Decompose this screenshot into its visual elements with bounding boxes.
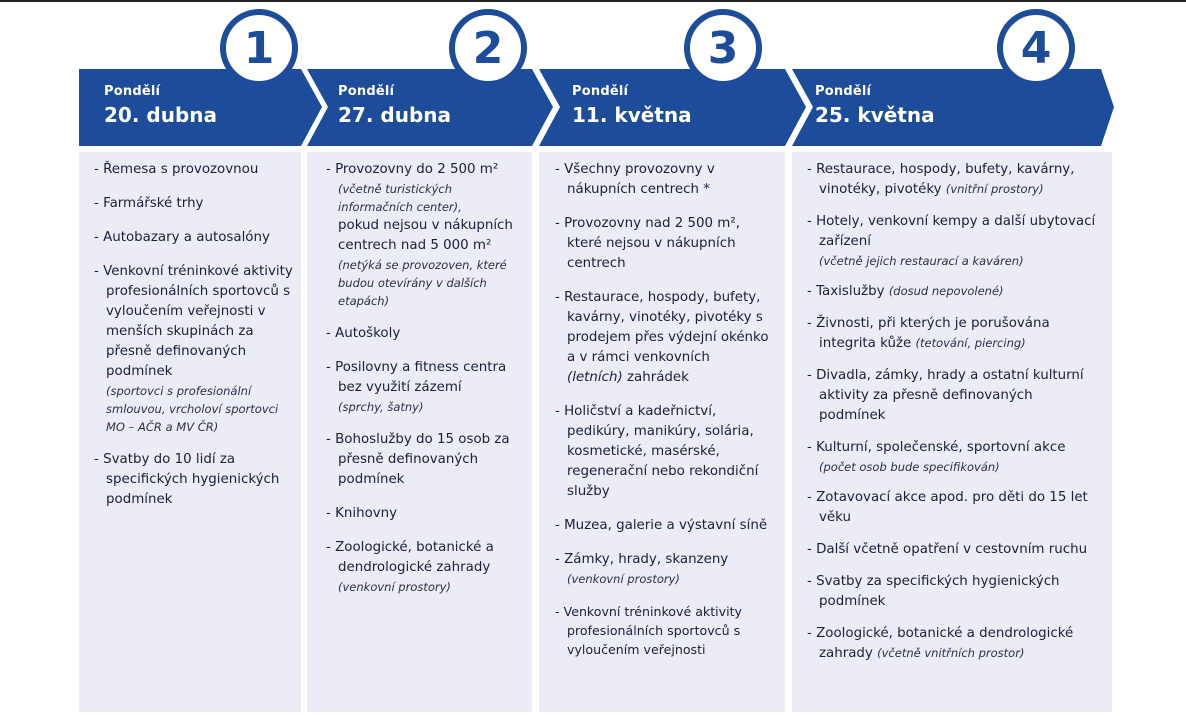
- phase-4-date: 25. května: [815, 103, 935, 127]
- phase-1-day: Pondělí: [104, 84, 161, 99]
- item-note: (netýká se provozoven, které budou otevírány v dalších etapách): [338, 258, 507, 308]
- list-item: - Další včetně opatření v cestovním ruchu: [807, 542, 1088, 557]
- list-item: - Provozovny do 2 500 m² (včetně turistických informačních center), pokud nejsou v nákupních centrech nad 5 000 m² (netýká se provozoven, které budou otevírány v dalších etapách): [326, 160, 518, 310]
- item-note: (včetně turistických informačních center),: [338, 182, 462, 214]
- phase-3-list: [555, 160, 777, 673]
- list-item: - Taxislužby (dosud nepovolené): [807, 284, 1004, 299]
- phase-3-day: Pondělí: [572, 84, 629, 99]
- list-item: - Holičství a kadeřnictví, pedikúry, manikúry, solária, kosmetické, masérské, regenerační nebo rekondiční služby: [555, 404, 759, 499]
- list-item: - Hotely, venkovní kempy a další ubytovací zařízení (včetně jejich restaurací a kaváren): [807, 212, 1103, 270]
- phase-4-day: Pondělí: [815, 84, 872, 99]
- phase-3-number: 3: [684, 9, 762, 87]
- phase-3-date: 11. května: [572, 103, 692, 127]
- list-item: - Divadla, zámky, hrady a ostatní kulturní aktivity za přesně definovaných podmínek: [807, 368, 1084, 423]
- list-item: - Provozovny nad 2 500 m², které nejsou v nákupních centrech: [555, 216, 740, 271]
- list-item: - Svatby do 10 lidí za specifických hygienických podmínek: [94, 452, 280, 507]
- item-note: (tetování, piercing): [915, 336, 1026, 350]
- list-item: - Autoškoly: [326, 326, 401, 341]
- item-note: (dosud nepovolené): [888, 284, 1004, 298]
- list-item: - Venkovní tréninkové aktivity profesionálních sportovců s vyloučením veřejnosti v menších skupinách za přesně definovaných podmínek (sportovci s profesionální smlouvou, vrcholoví sportovci MO – AČR a MV ČR): [94, 264, 293, 434]
- list-item: - Restaurace, hospody, bufety, kavárny, vinotéky, pivotéky (vnitřní prostory): [807, 162, 1075, 197]
- list-item: - Zoologické, botanické a dendrologické zahrady (venkovní prostory): [326, 538, 518, 596]
- list-item: - Venkovní tréninkové aktivity profesionálních sportovců s vyloučením veřejnosti: [555, 604, 743, 657]
- list-item: - Farmářské trhy: [94, 196, 204, 211]
- phase-2-day: Pondělí: [338, 84, 395, 99]
- list-item: - Zámky, hrady, skanzeny (venkovní prostory): [555, 550, 777, 588]
- phase-2-number: 2: [449, 9, 527, 87]
- item-note: (venkovní prostory): [338, 580, 451, 594]
- list-item: - Knihovny: [326, 506, 398, 521]
- phase-1-number: 1: [220, 9, 298, 87]
- item-note: (sportovci s profesionální smlouvou, vrcholoví sportovci MO – AČR a MV ČR): [106, 384, 279, 434]
- item-note: (letních): [567, 370, 623, 385]
- list-item: - Řemesa s provozovnou: [94, 162, 259, 177]
- list-item: - Zotavovací akce apod. pro děti do 15 let věku: [807, 490, 1088, 525]
- list-item: - Muzea, galerie a výstavní síně: [555, 518, 768, 533]
- item-note: (sprchy, šatny): [338, 400, 424, 414]
- phase-1-list: [94, 160, 294, 524]
- item-note: (počet osob bude specifikován): [819, 460, 1000, 474]
- phase-2-header: [338, 84, 451, 127]
- phase-1-date: 20. dubna: [104, 103, 217, 127]
- list-item: - Svatby za specifických hygienických podmínek: [807, 574, 1060, 609]
- item-note: (včetně jejich restaurací a kaváren): [819, 254, 1024, 268]
- phase-4-list: [807, 160, 1103, 664]
- item-note: (venkovní prostory): [567, 572, 680, 586]
- list-item: - Kulturní, společenské, sportovní akce (počet osob bude specifikován): [807, 438, 1103, 476]
- item-note: (vnitřní prostory): [945, 182, 1044, 196]
- phase-3-header: [572, 84, 692, 127]
- list-item: - Bohoslužby do 15 osob za přesně definovaných podmínek: [326, 432, 510, 487]
- item-note: (včetně vnitřních prostor): [877, 646, 1025, 660]
- phase-2-date: 27. dubna: [338, 103, 451, 127]
- phase-4-number: 4: [997, 9, 1075, 87]
- phase-2-list: [326, 160, 518, 610]
- phase-1-header: [104, 84, 217, 127]
- list-item: - Autobazary a autosalóny: [94, 230, 270, 245]
- list-item: - Všechny provozovny v nákupních centrech *: [555, 162, 715, 197]
- phase-4-header: [815, 84, 935, 127]
- list-item: - Zoologické, botanické a dendrologické zahrady (včetně vnitřních prostor): [807, 626, 1074, 661]
- list-item: - Živnosti, při kterých je porušována integrita kůže (tetování, piercing): [807, 316, 1050, 351]
- list-item: - Restaurace, hospody, bufety, kavárny, vinotéky, pivotéky s prodejem přes výdejní okénko a v rámci venkovních (letních) zahrádek: [555, 290, 769, 385]
- list-item: - Posilovny a fitness centra bez využití zázemí (sprchy, šatny): [326, 358, 518, 416]
